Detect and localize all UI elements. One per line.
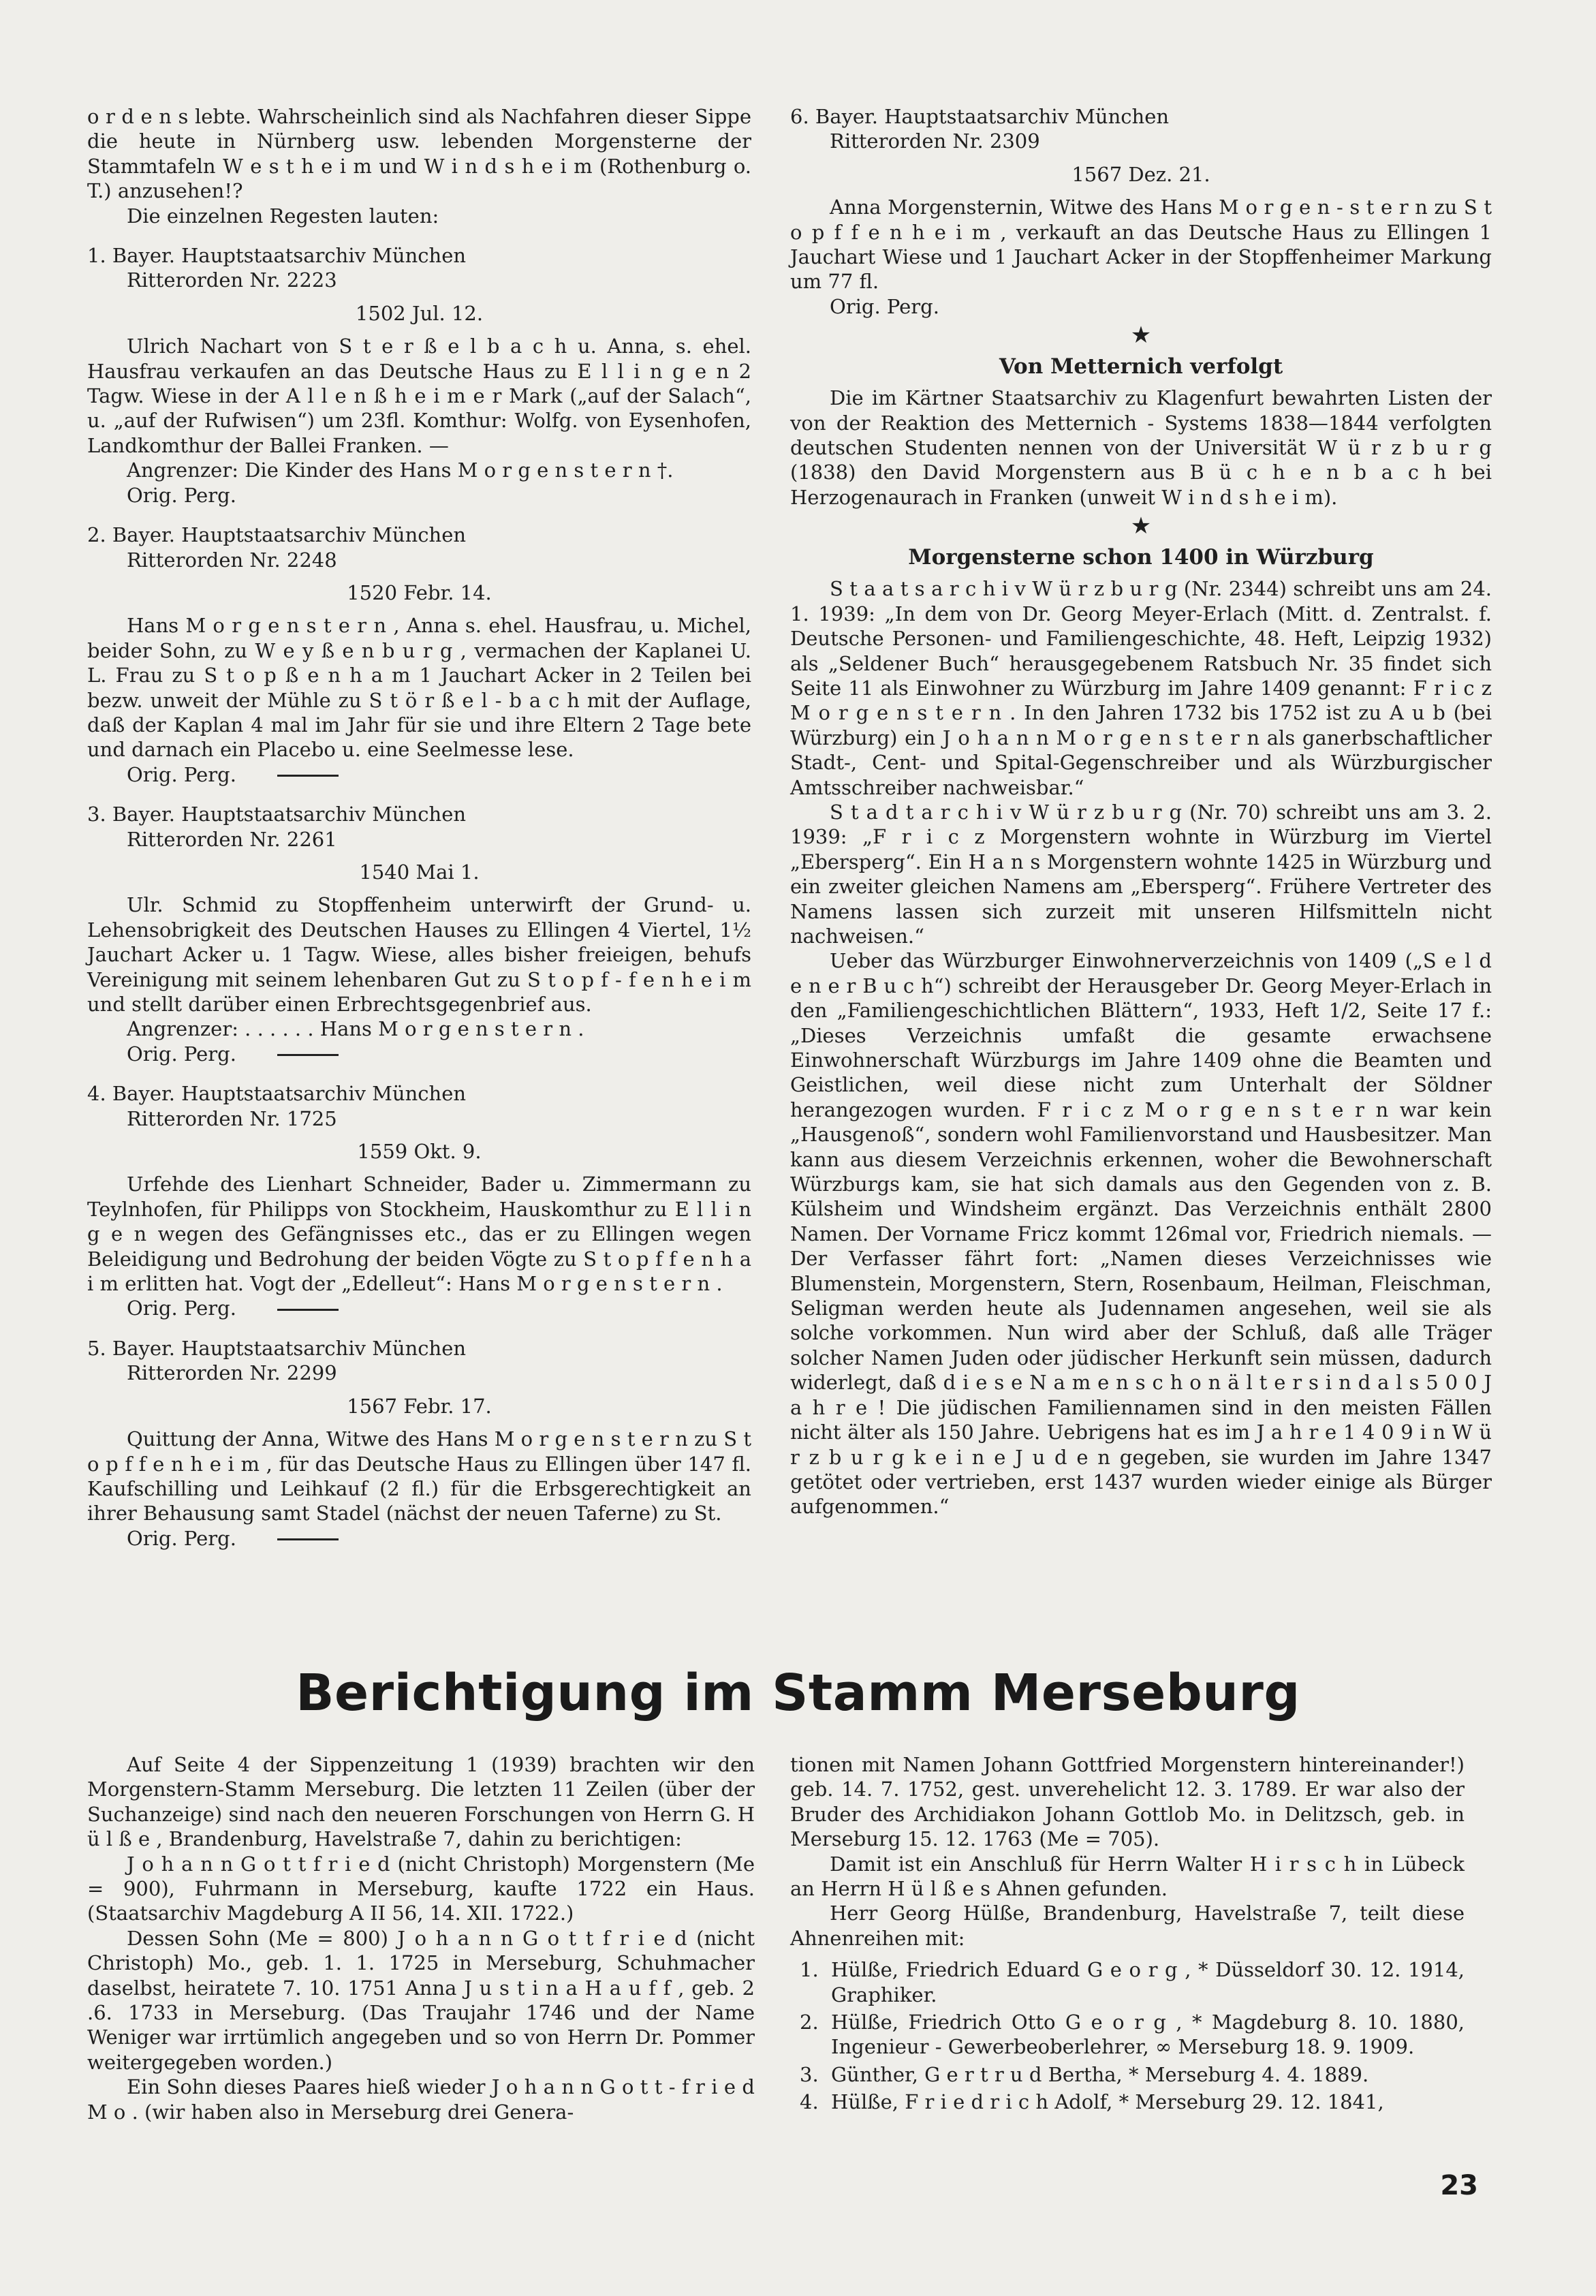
regest-3-orig-line bbox=[87, 1042, 751, 1066]
ancestor-number: 1. bbox=[800, 1958, 819, 1982]
regest-2-orig: Orig. Perg. bbox=[127, 762, 236, 786]
ancestor-text: Hülße, Friedrich Otto G e o r g , * Magdeburg 8. 10. 1880, Ingenieur - Gewerbeoberlehrer, ∞ Merseburg 18. 9. 1909. bbox=[831, 2011, 1465, 2059]
regest-3-orig: Orig. Perg. bbox=[127, 1042, 236, 1066]
correction-ancestors-intro: Herr Georg Hülße, Brandenburg, Havelstraße 7, teilt diese Ahnenreihen mit: bbox=[790, 1902, 1465, 1950]
regest-4-orig-line bbox=[87, 1296, 751, 1320]
separator-rule bbox=[277, 1538, 339, 1540]
regest-1-neighbor: Angrenzer: Die Kinder des Hans M o r g e n s t e r n †. bbox=[127, 459, 674, 482]
correction-connection: Damit ist ein Anschluß für Herrn Walter H i r s c h in Lübeck an Herrn H ü l ß e s Ahnen gefunden. bbox=[790, 1852, 1465, 1901]
regest-2-orig-line bbox=[87, 762, 751, 787]
ancestor-number: 2. bbox=[800, 2011, 819, 2034]
regest-3-source: 3. Bayer. Hauptstaatsarchiv München bbox=[87, 803, 467, 826]
regest-4-date: 1559 Okt. 9. bbox=[357, 1140, 482, 1164]
page-number: 23 bbox=[1440, 2170, 1478, 2201]
ancestor-number: 4. bbox=[800, 2090, 819, 2114]
regest-5-source: 5. Bayer. Hauptstaatsarchiv München bbox=[87, 1336, 467, 1360]
metternich-body: Die im Kärtner Staatsarchiv zu Klagenfurt bewahrten Listen der von der Reaktion des Metternich - Systems 1838—1844 verfolgten deutschen Studenten nennen von der Universität W ü r z b u r g (1838) den David Morgenstern aus B ü c h e n b a c h bei Herzogenaurach in Franken (unweit W i n d s h e i m). bbox=[790, 386, 1492, 509]
intro-regesten: Die einzelnen Regesten lauten: bbox=[127, 204, 439, 228]
correction-paragraph-1: Auf Seite 4 der Sippenzeitung 1 (1939) brachten wir den Morgenstern-Stamm Merseburg. Die letzten 11 Zeilen (über der Suchanzeige) sind nach den neueren Forschungen von Herrn G. H ü l ß e , Brandenburg, Havelstraße 7, dahin zu berichtigen: bbox=[87, 1753, 755, 1851]
correction-paragraph-2: J o h a n n G o t t f r i e d (nicht Christoph) Morgenstern (Me = 900), Fuhrmann in Merseburg, kaufte 1722 ein Haus. (Staatsarchiv Magdeburg A II 56, 14. XII. 1722.) bbox=[87, 1852, 755, 1925]
wuerzburg-paragraph-2: S t a d t a r c h i v W ü r z b u r g (Nr. 70) schreibt uns am 3. 2. 1939: „F r i c z Morgenstern wohnte in Würzburg im Viertel „Ebersperg“. Ein H a n s Morgenstern wohnte 1425 in Würzburg und ein zweiter gleichen Namens am „Ebersperg“. Frühere Vertreter des Namens lassen sich zurzeit mit unseren Hilfsmitteln nicht nachweisen.“ bbox=[790, 800, 1492, 948]
regest-3-date: 1540 Mai 1. bbox=[359, 860, 480, 884]
regest-2-date: 1520 Febr. 14. bbox=[347, 580, 492, 604]
regest-3-neighbor: Angrenzer: . . . . . . Hans M o r g e n s t e r n . bbox=[127, 1017, 584, 1041]
regest-4-order: Ritterorden Nr. 1725 bbox=[127, 1106, 337, 1130]
regest-1-body: Ulrich Nachart von S t e r ß e l b a c h u. Anna, s. ehel. Hausfrau verkaufen an das Deutsche Haus zu E l l i n g e n 2 Tagw. Wiese in der A l l e n ß h e i m e r Mark („auf der Salach“, u. „auf der Rufwisen“) um 23fl. Komthur: Wolfg. von Eysenhofen, Landkomthur der Ballei Franken. — bbox=[87, 335, 751, 457]
right-column bbox=[790, 104, 1492, 1519]
separator-rule bbox=[277, 775, 339, 777]
star-divider-icon: ★ bbox=[1130, 322, 1152, 350]
regest-6-body: Anna Morgensternin, Witwe des Hans M o r g e n - s t e r n zu S t o p f f e n h e i m , verkauft an das Deutsche Haus zu Ellingen 1 Jauchart Wiese und 1 Jauchart Acker in der Stopffenheimer Markung um 77 fl. bbox=[790, 196, 1492, 294]
regest-1-order: Ritterorden Nr. 2223 bbox=[127, 268, 337, 292]
regest-6-orig: Orig. Perg. bbox=[830, 294, 939, 318]
intro-paragraph: o r d e n s lebte. Wahrscheinlich sind als Nachfahren dieser Sippe die heute in Nürnberg usw. lebenden Morgensterne der Stammtafeln W e s t h e i m und W i n d s h e i m (Rothenburg o. T.) anzusehen!? bbox=[87, 105, 751, 203]
regest-5-body: Quittung der Anna, Witwe des Hans M o r g e n s t e r n zu S t o p f f e n h e i m , für das Deutsche Haus zu Ellingen über 147 fl. Kaufschilling und Leihkauf (2 fl.) für die Erbsgerechtigkeit an ihrer Behausung samt Stadel (nächst der neuen Taferne) zu St. bbox=[87, 1427, 751, 1525]
regest-5-orig-line bbox=[87, 1526, 751, 1551]
regest-5-order: Ritterorden Nr. 2299 bbox=[127, 1361, 337, 1385]
regest-4-body: Urfehde des Lienhart Schneider, Bader u. Zimmermann zu Teylnhofen, für Philipps von Stockheim, Hauskomthur zu E l l i n g e n wegen des Gefängnisses etc., das er zu Ellingen wegen Beleidigung und Bedrohung der beiden Vögte zu S t o p f f e n h a i m erlitten hat. Vogt der „Edelleut“: Hans M o r g e n s t e r n . bbox=[87, 1173, 751, 1296]
ancestor-list bbox=[790, 1957, 1465, 2114]
regest-2-source: 2. Bayer. Hauptstaatsarchiv München bbox=[87, 523, 467, 547]
wuerzburg-heading: Morgensterne schon 1400 in Würzburg bbox=[908, 545, 1374, 570]
regest-4-source: 4. Bayer. Hauptstaatsarchiv München bbox=[87, 1082, 467, 1106]
list-item bbox=[790, 2062, 1465, 2087]
regest-2-order: Ritterorden Nr. 2248 bbox=[127, 548, 337, 572]
ancestor-text: Günther, G e r t r u d Bertha, * Merseburg 4. 4. 1889. bbox=[831, 2062, 1369, 2086]
bottom-right-column bbox=[790, 1752, 1465, 2117]
regest-5-orig: Orig. Perg. bbox=[127, 1526, 236, 1550]
bottom-left-column bbox=[87, 1752, 755, 2124]
correction-continuation: tionen mit Namen Johann Gottfried Morgenstern hintereinander!) geb. 14. 7. 1752, gest. unverehelicht 12. 3. 1789. Er war also der Bruder des Archidiakon Johann Gottlob Mo. in Delitzsch, geb. in Merseburg 15. 12. 1763 (Me = 705). bbox=[790, 1753, 1465, 1851]
regest-1-source: 1. Bayer. Hauptstaatsarchiv München bbox=[87, 244, 467, 268]
regest-5-date: 1567 Febr. 17. bbox=[347, 1394, 492, 1418]
list-item bbox=[790, 2090, 1465, 2114]
regest-6-order: Ritterorden Nr. 2309 bbox=[830, 129, 1040, 153]
regest-6-date: 1567 Dez. 21. bbox=[1071, 162, 1210, 186]
metternich-heading: Von Metternich verfolgt bbox=[999, 354, 1283, 379]
regest-3-body: Ulr. Schmid zu Stopffenheim unterwirft der Grund- u. Lehensobrigkeit des Deutschen Hauses zu Ellingen 4 Viertel, 1½ Jauchart Acker u. 1 Tagw. Wiese, alles bisher freieigen, behufs Vereinigung mit seinem lehenbaren Gut zu S t o p f - f e n h e i m und stellt darüber einen Erbrechtsgegenbrief aus. bbox=[87, 893, 751, 1016]
regest-6-source: 6. Bayer. Hauptstaatsarchiv München bbox=[790, 105, 1170, 128]
ancestor-number: 3. bbox=[800, 2062, 819, 2086]
list-item bbox=[790, 2010, 1465, 2060]
regest-1-date: 1502 Jul. 12. bbox=[355, 301, 484, 325]
regest-4-orig: Orig. Perg. bbox=[127, 1297, 236, 1320]
regest-2-body: Hans M o r g e n s t e r n , Anna s. ehel. Hausfrau, u. Michel, beider Sohn, zu W e y ß e n b u r g , vermachen der Kaplanei U. L. Frau zu S t o p ß e n h a m 1 Jauchart Acker in 2 Teilen bei bezw. unweit der Mühle zu S t ö r ß e l - b a c h mit der Auflage, daß der Kaplan 4 mal im Jahr für sie und ihre Eltern 2 Tage bete und darnach ein Placebo u. eine Seelmesse lese. bbox=[87, 614, 751, 762]
separator-rule bbox=[277, 1309, 339, 1311]
section-headline: Berichtigung im Stamm Merseburg bbox=[296, 1664, 1300, 1722]
ancestor-text: Hülße, Friedrich Eduard G e o r g , * Düsseldorf 30. 12. 1914, Graphiker. bbox=[831, 1958, 1465, 2006]
wuerzburg-paragraph-1: S t a a t s a r c h i v W ü r z b u r g (Nr. 2344) schreibt uns am 24. 1. 1939: „In dem von Dr. Georg Meyer-Erlach (Mitt. d. Zentralst. f. Deutsche Personen- und Familiengeschichte, 48. Heft, Leipzig 1932) als „Seldener Buch“ herausgegebenem Ratsbuch Nr. 35 findet sich Seite 11 als Einwohner zu Würzburg im Jahre 1409 genannt: F r i c z M o r g e n s t e r n . In den Jahren 1732 bis 1752 ist zu A u b (bei Würzburg) ein J o h a n n M o r g e n s t e r n als ganerbschaftlicher Stadt-, Cent- und Spital-Gegenschreiber und als Würzburgischer Amtsschreiber nachweisbar.“ bbox=[790, 577, 1492, 799]
correction-paragraph-4: Ein Sohn dieses Paares hieß wieder J o h a n n G o t t - f r i e d M o . (wir haben also in Merseburg drei Genera- bbox=[87, 2075, 755, 2124]
star-divider-icon: ★ bbox=[1130, 512, 1152, 540]
separator-rule bbox=[277, 1054, 339, 1056]
list-item bbox=[790, 1957, 1465, 2007]
left-column bbox=[87, 104, 751, 1551]
wuerzburg-paragraph-3: Ueber das Würzburger Einwohnerverzeichnis von 1409 („S e l d e n e r B u c h“) schreibt der Herausgeber Dr. Georg Meyer-Erlach in den „Familiengeschichtlichen Blättern“, 1933, Heft 1/2, Seite 17 f.: „Dieses Verzeichnis umfaßt die gesamte erwachsene Einwohnerschaft Würzburgs im Jahre 1409 ohne die Beamten und Geistlichen, weil diese nicht zum Unterhalt der Söldner herangezogen wurden. F r i c z M o r g e n s t e r n war kein „Hausgenoß“, sondern wohl Familienvorstand und Hausbesitzer. Man kann aus diesem Verzeichnis erkennen, woher die Bewohnerschaft Würzburgs kam, sie hat sich damals aus den Gegenden von z. B. Külsheim und Windsheim ergänzt. Das Verzeichnis enthält 2800 Namen. Der Vorname Fricz kommt 126mal vor, Friedrich niemals. — Der Verfasser fährt fort: „Namen dieses Verzeichnisses wie Blumenstein, Morgenstern, Stern, Rosenbaum, Heilman, Fleischman, Seligman werden heute als Judennamen angesehen, weil sie als solche vorkommen. Nun wird aber der Schluß, daß alle Träger solcher Namen Juden oder jüdischer Herkunft sein müssen, dadurch widerlegt, daß d i e s e N a m e n s c h o n ä l t e r s i n d a l s 5 0 0 J a h r e ! Die jüdischen Familiennamen sind in den meisten Fällen nicht älter als 150 Jahre. Uebrigens hat es im J a h r e 1 4 0 9 i n W ü r z b u r g k e i n e J u d e n gegeben, sie wurden im Jahre 1347 getötet oder vertrieben, erst 1437 wurden wieder einige als Bürger aufgenommen.“ bbox=[790, 949, 1492, 1519]
regest-1-orig: Orig. Perg. bbox=[127, 483, 236, 507]
ancestor-text: Hülße, F r i e d r i c h Adolf, * Merseburg 29. 12. 1841, bbox=[831, 2090, 1384, 2114]
correction-paragraph-3: Dessen Sohn (Me = 800) J o h a n n G o t t f r i e d (nicht Christoph) Mo., geb. 1. 1. 1725 in Merseburg, Schuhmacher daselbst, heiratete 7. 10. 1751 Anna J u s t i n a H a u f f , geb. 2 .6. 1733 in Merseburg. (Das Traujahr 1746 und der Name Weniger war irrtümlich angegeben und so von Herrn Dr. Pommer weitergegeben worden.) bbox=[87, 1926, 755, 2074]
regest-3-order: Ritterorden Nr. 2261 bbox=[127, 827, 337, 851]
